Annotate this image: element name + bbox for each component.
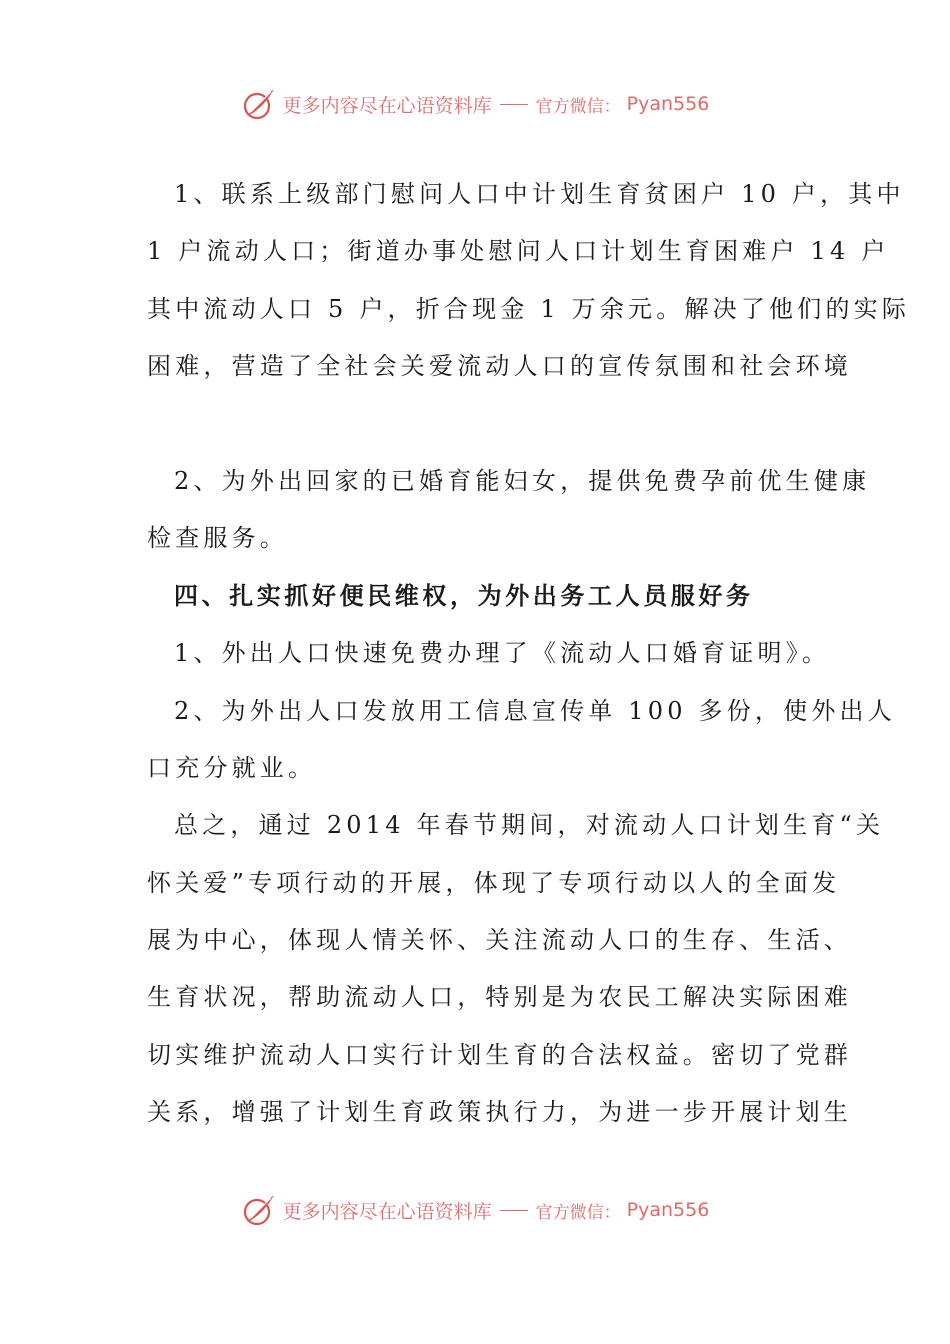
paragraph-line: 其中流动人口 5 户，折合现金 1 万余元。解决了他们的实际: [147, 294, 911, 323]
paragraph-line: 总之，通过 2014 年春节期间，对流动人口计划生育“关: [174, 811, 885, 840]
banner-wechat-label: 官方微信：: [535, 96, 621, 117]
paragraph-line: 关系，增强了计划生育政策执行力，为进一步开展计划生: [147, 1098, 852, 1127]
footer-watermark-banner: [0, 1190, 950, 1230]
paragraph-line: 2、为外出回家的已婚育能妇女，提供免费孕前优生健康: [174, 466, 871, 495]
banner-main-text: 更多内容尽在心语资料库: [282, 94, 492, 117]
paragraph-line: 困难，营造了全社会关爱流动人口的宣传氛围和社会环境: [147, 352, 852, 381]
paragraph-line: 1、外出人口快速免费办理了《流动人口婚育证明》。: [174, 639, 831, 668]
banner-wechat-id: Pyan556: [626, 93, 710, 115]
banner-wechat-label: 官方微信：: [535, 1202, 621, 1223]
paragraph-line: 1、联系上级部门慰问人口中计划生育贫困户 10 户，其中: [174, 180, 905, 208]
paragraph-line: 展为中心，体现人情关怀、关注流动人口的生存、生活、: [147, 926, 852, 955]
paragraph-line: 口充分就业。: [147, 753, 317, 782]
paragraph-line: 1 户流动人口；街道办事处慰问人口计划生育困难户 14 户: [147, 237, 890, 266]
document-body: [147, 166, 911, 1142]
paragraph-gap: [147, 396, 807, 453]
quill-logo-icon: [241, 1192, 277, 1228]
header-watermark-banner: [0, 84, 950, 124]
banner-main-text: 更多内容尽在心语资料库: [282, 1200, 492, 1223]
section-heading: 四、扎实抓好便民维权，为外出务工人员服好务: [174, 581, 754, 610]
paragraph-line: 检查服务。: [147, 524, 288, 553]
paragraph-line: 2、为外出人口发放用工信息宣传单 100 多份，使外出人: [174, 696, 896, 725]
quill-logo-icon: [241, 86, 277, 122]
banner-separator: [500, 1210, 528, 1211]
paragraph-line: 怀关爱”专项行动的开展，体现了专项行动以人的全面发: [147, 868, 841, 897]
paragraph-line: 生育状况，帮助流动人口，特别是为农民工解决实际困难: [147, 983, 852, 1012]
paragraph-line: 切实维护流动人口实行计划生育的合法权益。密切了党群: [147, 1040, 852, 1069]
banner-wechat-id: Pyan556: [626, 1199, 710, 1221]
banner-separator: [500, 104, 528, 105]
